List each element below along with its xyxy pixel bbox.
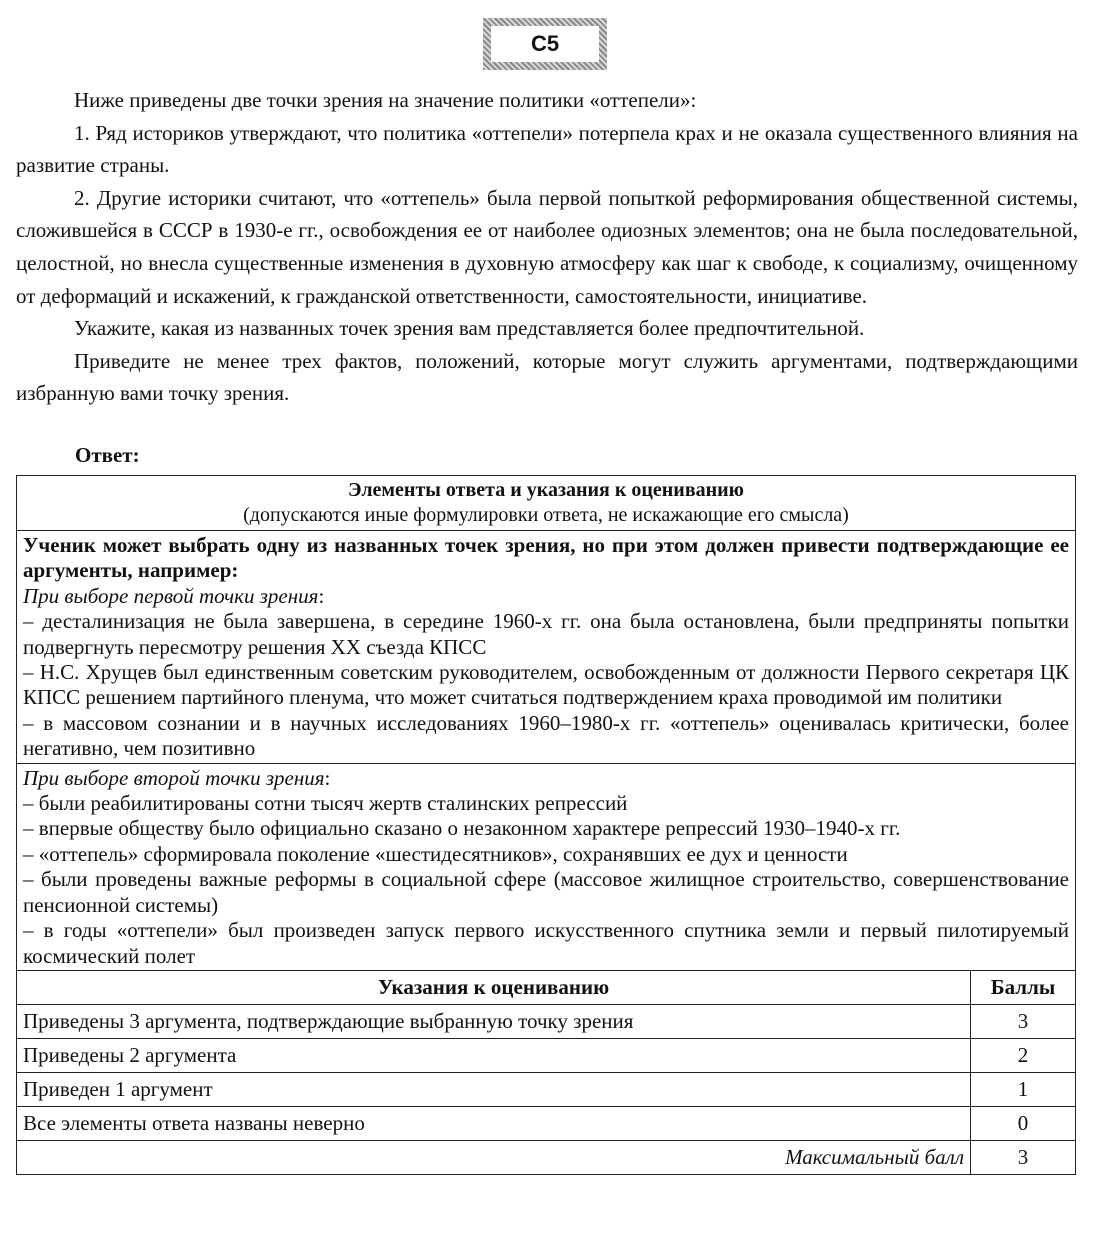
list-item: – десталинизация не была завершена, в середине 1960-х гг. она была остановлена, были предприняты попытки подвергнуть пересмотру решения ХХ съезда КПСС <box>23 609 1069 659</box>
scoring-header-row <box>17 971 1075 1005</box>
list-item: – в массовом сознании и в научных исследованиях 1960–1980-х гг. «оттепель» оценивалась критически, более негативно, чем позитивно <box>23 710 1069 761</box>
task-paragraph: Укажите, какая из названных точек зрения вам представляется более предпочтительной. <box>74 316 865 341</box>
list-item: – были проведены важные реформы в социальной сфере (массовое жилищное строительство, совершенствование пенсионной системы) <box>23 867 1069 917</box>
scoring-max-row <box>17 1140 1075 1174</box>
list-item: – Н.С. Хрущев был единственным советским руководителем, освобожденным от должности Первого секретаря ЦК КПСС решением партийного пленума, что может считаться подтверждением краха проводимой им политики <box>23 660 1069 710</box>
list-item: – впервые обществу было официально сказано о незаконном характере репрессий 1930–1940-х гг. <box>23 816 901 841</box>
table-row <box>17 1004 1075 1038</box>
second-view-label: При выборе второй точки зрения <box>23 765 325 790</box>
scoring-points: 1 <box>971 1072 1076 1106</box>
task-paragraph: 2. Другие историки считают, что «оттепель» была первой попыткой реформирования общественной системы, сложившейся в СССР в 1930-е гг., освобождения ее от наиболее одиозных элементов; она не была последовательной, целостной, но внесла существенные изменения в духовную атмосферу как шаг к свободе, к социализму, очищенному от деформаций и искажений, к гражданской ответственности, самостоятельности, инициативе. <box>16 185 1078 308</box>
first-view-label: При выборе первой точки зрения <box>23 583 319 608</box>
scoring-points: 0 <box>971 1106 1076 1140</box>
first-view-section: Ученик может выбрать одну из названных точек зрения, но при этом должен привести подтверждающие ее аргументы, например: При выборе первой точки зрения: – десталинизация не была завершена, в середине 1960-х гг. она была остановлена, были предприняты попытки подвергнуть пересмотру решения ХХ съезда КПСС – Н.С. Хрущев был единственным советским руководителем, освобожденным от должности Первого секретаря ЦК КПСС решением партийного пленума, что может считаться подтверждением краха проводимой им политики – в массовом сознании и в научных исследованиях 1960–1980-х гг. «оттепель» оценивалась критически, более негативно, чем позитивно <box>17 531 1075 764</box>
answer-box-title: Элементы ответа и указания к оцениванию <box>348 479 744 501</box>
task-badge: С5 <box>491 26 599 62</box>
scoring-criteria: Все элементы ответа названы неверно <box>17 1106 971 1140</box>
answer-box-header <box>17 476 1075 531</box>
max-score-label: Максимальный балл <box>17 1140 971 1174</box>
scoring-points: 3 <box>971 1004 1076 1038</box>
list-item: – были реабилитированы сотни тысяч жертв сталинских репрессий <box>23 791 628 816</box>
answer-intro: Ученик может выбрать одну из названных точек зрения, но при этом должен привести подтверждающие ее аргументы, например: <box>23 533 1069 583</box>
task-paragraph: Приведите не менее трех фактов, положений, которые могут служить аргументами, подтверждающими избранную вами точку зрения. <box>16 348 1078 406</box>
scoring-header-points: Баллы <box>971 971 1076 1005</box>
table-row <box>17 1072 1075 1106</box>
list-item: – «оттепель» сформировала поколение «шестидесятников», сохранявших ее дух и ценности <box>23 841 848 866</box>
max-score-value: 3 <box>971 1140 1076 1174</box>
scoring-points: 2 <box>971 1038 1076 1072</box>
task-badge-frame <box>483 18 607 70</box>
task-paragraph: Ниже приведены две точки зрения на значение политики «оттепели»: <box>74 88 697 112</box>
task-text <box>16 84 1078 410</box>
second-view-section: При выборе второй точки зрения: – были реабилитированы сотни тысяч жертв сталинских репрессий – впервые обществу было официально сказано о незаконном характере репрессий 1930–1940-х гг. – «оттепель» сформировала поколение «шестидесятников», сохранявших ее дух и ценности – были проведены важные реформы в социальной сфере (массовое жилищное строительство, совершенствование пенсионной системы) – в годы «оттепели» был произведен запуск первого искусственного спутника земли и первый пилотируемый космический полет <box>17 764 1075 971</box>
task-paragraph: 1. Ряд историков утверждают, что политика «оттепели» потерпела крах и не оказала существенного влияния на развитие страны. <box>16 120 1078 178</box>
scoring-criteria: Приведены 3 аргумента, подтверждающие выбранную точку зрения <box>17 1004 971 1038</box>
table-row <box>17 1106 1075 1140</box>
list-item: – в годы «оттепели» был произведен запуск первого искусственного спутника земли и первый пилотируемый космический полет <box>23 918 1069 968</box>
answer-box <box>16 475 1076 1175</box>
answer-box-note: (допускаются иные формулировки ответа, не искажающие его смысла) <box>243 504 849 526</box>
table-row <box>17 1038 1075 1072</box>
scoring-criteria: Приведен 1 аргумент <box>17 1072 971 1106</box>
answer-label: Ответ: <box>75 443 140 467</box>
scoring-criteria: Приведены 2 аргумента <box>17 1038 971 1072</box>
scoring-table <box>17 971 1075 1174</box>
scoring-header-criteria: Указания к оцениванию <box>377 974 610 999</box>
